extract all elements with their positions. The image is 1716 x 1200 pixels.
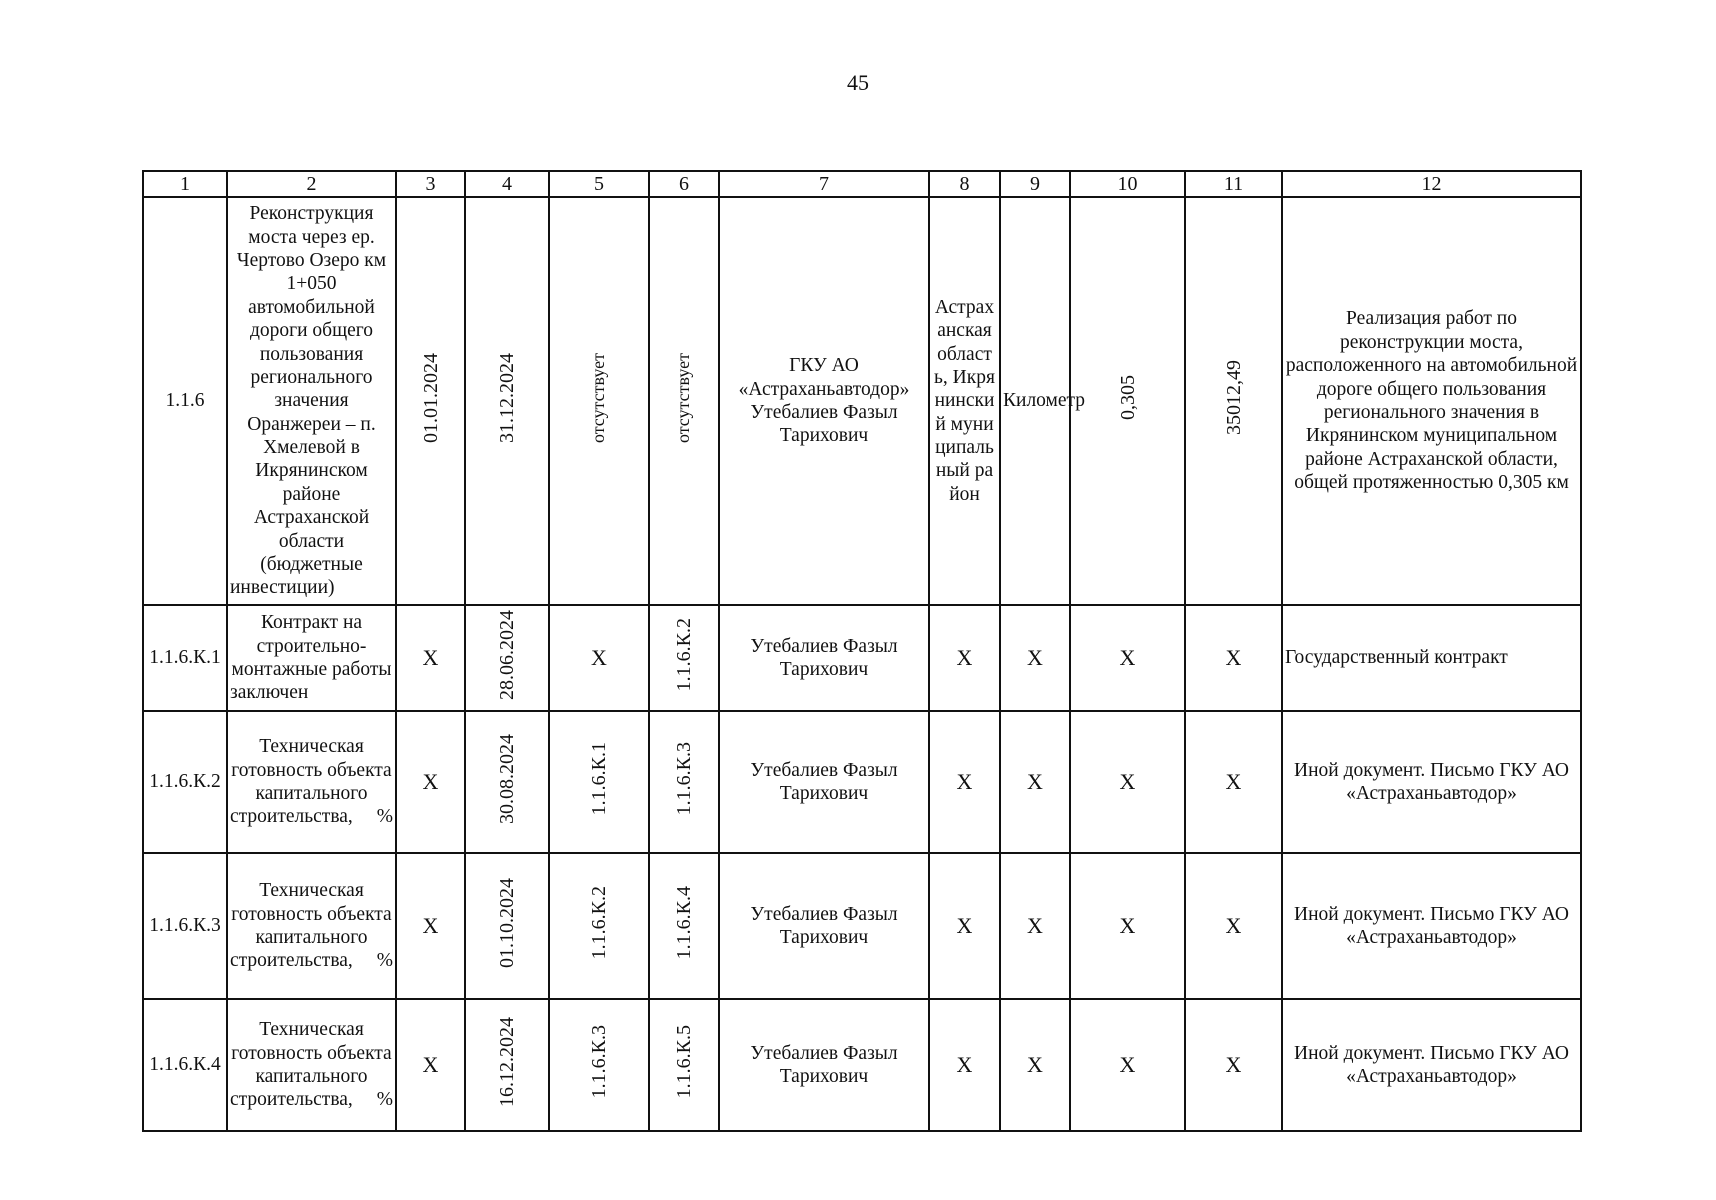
cost: Х — [1185, 605, 1282, 711]
header-cell: 9 — [1000, 171, 1070, 197]
responsible: Утебалиев Фазыл Тарихович — [719, 853, 929, 999]
row-name: Техническая готовность объекта капитального строительства, % — [227, 711, 396, 853]
unit: Х — [1000, 711, 1070, 853]
header-cell: 8 — [929, 171, 1000, 197]
end-date: 28.06.2024 — [465, 605, 549, 711]
header-cell: 2 — [227, 171, 396, 197]
successor: 1.1.6.К.4 — [649, 853, 719, 999]
cost: Х — [1185, 999, 1282, 1131]
header-cell: 6 — [649, 171, 719, 197]
responsible: Утебалиев Фазыл Тарихович — [719, 999, 929, 1131]
header-cell: 12 — [1282, 171, 1581, 197]
header-row — [143, 171, 1581, 197]
table-row — [143, 853, 1581, 999]
header-cell: 11 — [1185, 171, 1282, 197]
unit: Х — [1000, 999, 1070, 1131]
predecessor: 1.1.6.К.1 — [549, 711, 649, 853]
header-cell: 4 — [465, 171, 549, 197]
predecessor: Х — [549, 605, 649, 711]
successor: 1.1.6.К.5 — [649, 999, 719, 1131]
territory: Х — [929, 853, 1000, 999]
page-number: 45 — [847, 70, 869, 95]
table-row — [143, 711, 1581, 853]
responsible: Утебалиев Фазыл Тарихович — [719, 605, 929, 711]
end-date: 30.08.2024 — [465, 711, 549, 853]
row-code: 1.1.6.К.1 — [143, 605, 227, 711]
successor: 1.1.6.К.2 — [649, 605, 719, 711]
start-date: 01.01.2024 — [396, 197, 465, 605]
value: 0,305 — [1070, 197, 1185, 605]
unit: Х — [1000, 605, 1070, 711]
predecessor: 1.1.6.К.3 — [549, 999, 649, 1131]
plan-table — [142, 170, 1582, 1132]
value: Х — [1070, 605, 1185, 711]
row-name: Техническая готовность объекта капитального строительства, % — [227, 853, 396, 999]
row-name: Контракт на строительно-монтажные работы заключен — [227, 605, 396, 711]
result: Реализация работ по реконструкции моста, расположенного на автомобильной дороге общего пользования регионального значения в Икрянинском муниципальном районе Астраханской области, общей протяженностью 0,305 км — [1282, 197, 1581, 605]
unit: Х — [1000, 853, 1070, 999]
row-name: Реконструкция моста через ер. Чертово Озеро км 1+050 автомобильной дороги общего пользования регионального значения Оранжереи – п. Хмелевой в Икрянинском районе Астраханской области (бюджетные инвестиции) — [227, 197, 396, 605]
row-code: 1.1.6.К.4 — [143, 999, 227, 1131]
header-cell: 1 — [143, 171, 227, 197]
value: Х — [1070, 853, 1185, 999]
predecessor: 1.1.6.К.2 — [549, 853, 649, 999]
result: Иной документ. Письмо ГКУ АО «Астраханьавтодор» — [1282, 853, 1581, 999]
cost: 35012,49 — [1185, 197, 1282, 605]
result: Иной документ. Письмо ГКУ АО «Астраханьавтодор» — [1282, 711, 1581, 853]
table-row — [143, 197, 1581, 605]
table-row — [143, 999, 1581, 1131]
cost: Х — [1185, 853, 1282, 999]
header-cell: 5 — [549, 171, 649, 197]
row-name: Техническая готовность объекта капитального строительства, % — [227, 999, 396, 1131]
start-date: Х — [396, 605, 465, 711]
row-code: 1.1.6.К.3 — [143, 853, 227, 999]
successor: отсутствует — [649, 197, 719, 605]
successor: 1.1.6.К.3 — [649, 711, 719, 853]
territory: Х — [929, 605, 1000, 711]
territory: Х — [929, 711, 1000, 853]
row-code: 1.1.6.К.2 — [143, 711, 227, 853]
territory: Х — [929, 999, 1000, 1131]
end-date: 31.12.2024 — [465, 197, 549, 605]
end-date: 01.10.2024 — [465, 853, 549, 999]
header-cell: 10 — [1070, 171, 1185, 197]
start-date: Х — [396, 999, 465, 1131]
predecessor: отсутствует — [549, 197, 649, 605]
responsible: ГКУ АО «Астраханьавтодор» Утебалиев Фазыл Тарихович — [719, 197, 929, 605]
table-row — [143, 605, 1581, 711]
header-cell: 7 — [719, 171, 929, 197]
result: Иной документ. Письмо ГКУ АО «Астраханьавтодор» — [1282, 999, 1581, 1131]
cost: Х — [1185, 711, 1282, 853]
value: Х — [1070, 999, 1185, 1131]
row-code: 1.1.6 — [143, 197, 227, 605]
result: Государственный контракт — [1282, 605, 1581, 711]
header-cell: 3 — [396, 171, 465, 197]
unit: Километр — [1000, 197, 1070, 605]
territory: Астраханская область, Икрянинский муниципальный район — [929, 197, 1000, 605]
responsible: Утебалиев Фазыл Тарихович — [719, 711, 929, 853]
start-date: Х — [396, 853, 465, 999]
value: Х — [1070, 711, 1185, 853]
start-date: Х — [396, 711, 465, 853]
end-date: 16.12.2024 — [465, 999, 549, 1131]
